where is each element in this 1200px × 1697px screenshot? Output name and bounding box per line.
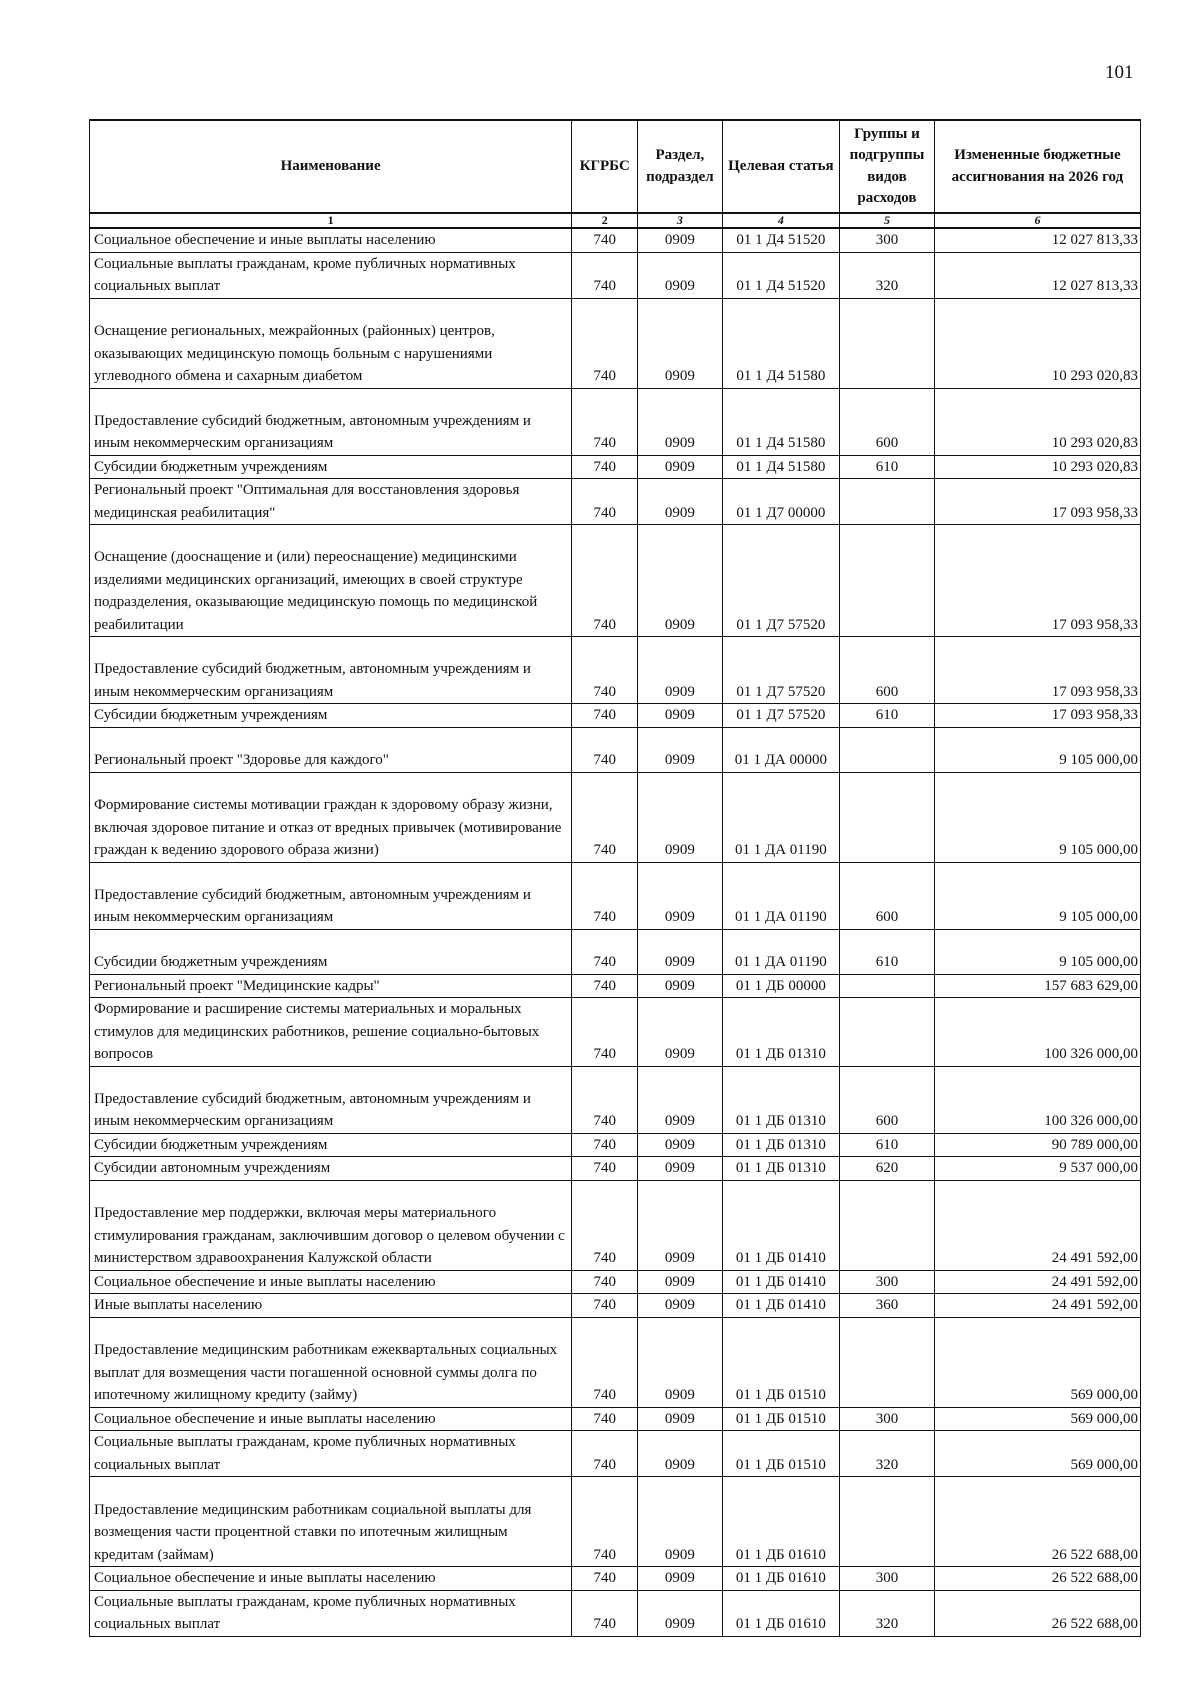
- row-section: 0909: [638, 1180, 722, 1270]
- row-group: 320: [840, 1590, 935, 1636]
- row-target: 01 1 Д4 51580: [722, 298, 839, 388]
- row-kgrbs: 740: [572, 1567, 638, 1591]
- row-name: Предоставление субсидий бюджетным, автономным учреждениям и иным некоммерческим организациям: [90, 1066, 572, 1133]
- row-section: 0909: [638, 298, 722, 388]
- row-target: 01 1 Д7 57520: [722, 525, 839, 637]
- row-name: Субсидии бюджетным учреждениям: [90, 704, 572, 728]
- header-target: Целевая статья: [722, 120, 839, 213]
- row-group: 300: [840, 228, 935, 252]
- row-kgrbs: 740: [572, 704, 638, 728]
- row-name: Социальные выплаты гражданам, кроме публичных нормативных социальных выплат: [90, 1431, 572, 1477]
- row-target: 01 1 ДБ 01410: [722, 1294, 839, 1318]
- table-row: [90, 772, 1141, 862]
- row-section: 0909: [638, 1270, 722, 1294]
- row-section: 0909: [638, 1317, 722, 1407]
- row-amount: 9 105 000,00: [934, 929, 1140, 974]
- row-kgrbs: 740: [572, 1431, 638, 1477]
- table-row: [90, 974, 1141, 998]
- row-group: 300: [840, 1407, 935, 1431]
- row-target: 01 1 ДА 01190: [722, 862, 839, 929]
- row-target: 01 1 Д7 00000: [722, 479, 839, 525]
- table-row: [90, 1407, 1141, 1431]
- table-row: [90, 479, 1141, 525]
- table-row: [90, 525, 1141, 637]
- row-section: 0909: [638, 929, 722, 974]
- row-group: 300: [840, 1567, 935, 1591]
- row-amount: 12 027 813,33: [934, 252, 1140, 298]
- row-amount: 90 789 000,00: [934, 1133, 1140, 1157]
- row-name: Социальное обеспечение и иные выплаты населению: [90, 1407, 572, 1431]
- row-target: 01 1 ДБ 01610: [722, 1567, 839, 1591]
- row-kgrbs: 740: [572, 525, 638, 637]
- table-row: [90, 455, 1141, 479]
- row-section: 0909: [638, 772, 722, 862]
- table-row: [90, 998, 1141, 1067]
- row-section: 0909: [638, 455, 722, 479]
- row-name: Социальные выплаты гражданам, кроме публичных нормативных социальных выплат: [90, 252, 572, 298]
- row-target: 01 1 ДБ 01510: [722, 1317, 839, 1407]
- row-group: [840, 1317, 935, 1407]
- table-row: [90, 1431, 1141, 1477]
- row-amount: 157 683 629,00: [934, 974, 1140, 998]
- row-name: Предоставление медицинским работникам социальной выплаты для возмещения части процентной ставки по ипотечным жилищным кредитам (займам): [90, 1477, 572, 1567]
- header-section: Раздел, подраздел: [638, 120, 722, 213]
- row-target: 01 1 Д4 51520: [722, 252, 839, 298]
- row-amount: 10 293 020,83: [934, 388, 1140, 455]
- row-target: 01 1 Д7 57520: [722, 637, 839, 704]
- row-name: Предоставление субсидий бюджетным, автономным учреждениям и иным некоммерческим организациям: [90, 862, 572, 929]
- table-row: [90, 704, 1141, 728]
- row-name: Субсидии автономным учреждениям: [90, 1157, 572, 1181]
- row-amount: 9 105 000,00: [934, 862, 1140, 929]
- row-amount: 24 491 592,00: [934, 1180, 1140, 1270]
- row-group: [840, 1477, 935, 1567]
- row-target: 01 1 ДБ 01410: [722, 1270, 839, 1294]
- row-group: 360: [840, 1294, 935, 1318]
- row-name: Предоставление мер поддержки, включая меры материального стимулирования гражданам, заключившим договор о целевом обучении с министерством здравоохранения Калужской области: [90, 1180, 572, 1270]
- row-section: 0909: [638, 1066, 722, 1133]
- column-number: 6: [934, 213, 1140, 228]
- row-name: Региональный проект "Оптимальная для восстановления здоровья медицинская реабилитация": [90, 479, 572, 525]
- table-row: [90, 1157, 1141, 1181]
- table-row: [90, 1270, 1141, 1294]
- row-name: Региональный проект "Здоровье для каждого": [90, 727, 572, 772]
- row-kgrbs: 740: [572, 998, 638, 1067]
- row-amount: 569 000,00: [934, 1317, 1140, 1407]
- row-kgrbs: 740: [572, 974, 638, 998]
- column-number: 2: [572, 213, 638, 228]
- table-row: [90, 1567, 1141, 1591]
- row-section: 0909: [638, 862, 722, 929]
- row-amount: 17 093 958,33: [934, 525, 1140, 637]
- row-group: [840, 479, 935, 525]
- row-kgrbs: 740: [572, 252, 638, 298]
- row-amount: 17 093 958,33: [934, 479, 1140, 525]
- row-target: 01 1 ДА 00000: [722, 727, 839, 772]
- row-name: Формирование системы мотивации граждан к здоровому образу жизни, включая здоровое питание и отказ от вредных привычек (мотивирование граждан к ведению здорового образа жизни): [90, 772, 572, 862]
- row-kgrbs: 740: [572, 862, 638, 929]
- row-group: 600: [840, 862, 935, 929]
- row-target: 01 1 ДБ 01510: [722, 1431, 839, 1477]
- row-name: Субсидии бюджетным учреждениям: [90, 1133, 572, 1157]
- row-name: Оснащение (дооснащение и (или) переоснащение) медицинскими изделиями медицинских организаций, имеющих в своей структуре подразделения, оказывающие медицинскую помощь по медицинской реабилитации: [90, 525, 572, 637]
- row-name: Субсидии бюджетным учреждениям: [90, 455, 572, 479]
- row-amount: 10 293 020,83: [934, 298, 1140, 388]
- row-kgrbs: 740: [572, 1180, 638, 1270]
- row-group: [840, 772, 935, 862]
- row-amount: 100 326 000,00: [934, 998, 1140, 1067]
- row-name: Формирование и расширение системы материальных и моральных стимулов для медицинских работников, решение социально-бытовых вопросов: [90, 998, 572, 1067]
- table-row: [90, 1590, 1141, 1636]
- header-amount: Измененные бюджетные ассигнования на 2026 год: [934, 120, 1140, 213]
- row-group: 620: [840, 1157, 935, 1181]
- row-amount: 9 105 000,00: [934, 772, 1140, 862]
- row-amount: 26 522 688,00: [934, 1590, 1140, 1636]
- row-section: 0909: [638, 998, 722, 1067]
- row-kgrbs: 740: [572, 479, 638, 525]
- row-section: 0909: [638, 1590, 722, 1636]
- row-section: 0909: [638, 727, 722, 772]
- row-kgrbs: 740: [572, 772, 638, 862]
- row-group: 610: [840, 1133, 935, 1157]
- row-section: 0909: [638, 1477, 722, 1567]
- table-row: [90, 388, 1141, 455]
- row-target: 01 1 Д4 51580: [722, 388, 839, 455]
- table-row: [90, 228, 1141, 252]
- row-amount: 17 093 958,33: [934, 704, 1140, 728]
- row-name: Предоставление субсидий бюджетным, автономным учреждениям и иным некоммерческим организациям: [90, 388, 572, 455]
- row-group: 600: [840, 388, 935, 455]
- row-amount: 12 027 813,33: [934, 228, 1140, 252]
- page-number: 101: [1105, 62, 1134, 83]
- row-kgrbs: 740: [572, 637, 638, 704]
- column-number: 5: [840, 213, 935, 228]
- row-target: 01 1 ДБ 01610: [722, 1590, 839, 1636]
- table-row: [90, 1133, 1141, 1157]
- row-name: Социальное обеспечение и иные выплаты населению: [90, 1567, 572, 1591]
- row-section: 0909: [638, 1567, 722, 1591]
- row-section: 0909: [638, 252, 722, 298]
- row-amount: 100 326 000,00: [934, 1066, 1140, 1133]
- row-section: 0909: [638, 704, 722, 728]
- row-name: Социальное обеспечение и иные выплаты населению: [90, 1270, 572, 1294]
- row-kgrbs: 740: [572, 1133, 638, 1157]
- row-amount: 17 093 958,33: [934, 637, 1140, 704]
- row-amount: 9 105 000,00: [934, 727, 1140, 772]
- row-kgrbs: 740: [572, 929, 638, 974]
- row-name: Субсидии бюджетным учреждениям: [90, 929, 572, 974]
- row-name: Социальное обеспечение и иные выплаты населению: [90, 228, 572, 252]
- row-kgrbs: 740: [572, 298, 638, 388]
- header-groups: Группы и подгруппы видов расходов: [840, 120, 935, 213]
- row-group: 320: [840, 1431, 935, 1477]
- row-kgrbs: 740: [572, 1477, 638, 1567]
- table-row: [90, 727, 1141, 772]
- table-row: [90, 1294, 1141, 1318]
- row-amount: 9 537 000,00: [934, 1157, 1140, 1181]
- row-name: Иные выплаты населению: [90, 1294, 572, 1318]
- row-amount: 569 000,00: [934, 1431, 1140, 1477]
- table-row: [90, 929, 1141, 974]
- row-target: 01 1 ДБ 01410: [722, 1180, 839, 1270]
- row-section: 0909: [638, 1157, 722, 1181]
- row-group: 610: [840, 704, 935, 728]
- row-name: Предоставление субсидий бюджетным, автономным учреждениям и иным некоммерческим организациям: [90, 637, 572, 704]
- row-group: [840, 1180, 935, 1270]
- row-group: 300: [840, 1270, 935, 1294]
- row-section: 0909: [638, 388, 722, 455]
- row-section: 0909: [638, 1133, 722, 1157]
- table-row: [90, 1317, 1141, 1407]
- row-section: 0909: [638, 1407, 722, 1431]
- row-group: 600: [840, 1066, 935, 1133]
- row-name: Социальные выплаты гражданам, кроме публичных нормативных социальных выплат: [90, 1590, 572, 1636]
- row-kgrbs: 740: [572, 228, 638, 252]
- row-kgrbs: 740: [572, 727, 638, 772]
- row-kgrbs: 740: [572, 1270, 638, 1294]
- row-target: 01 1 Д4 51520: [722, 228, 839, 252]
- row-section: 0909: [638, 479, 722, 525]
- row-kgrbs: 740: [572, 1066, 638, 1133]
- row-group: 600: [840, 637, 935, 704]
- row-kgrbs: 740: [572, 1294, 638, 1318]
- row-kgrbs: 740: [572, 1157, 638, 1181]
- row-name: Предоставление медицинским работникам ежеквартальных социальных выплат для возмещения части погашенной основной суммы долга по ипотечному жилищному кредиту (займу): [90, 1317, 572, 1407]
- row-section: 0909: [638, 974, 722, 998]
- row-target: 01 1 ДА 01190: [722, 772, 839, 862]
- row-kgrbs: 740: [572, 1590, 638, 1636]
- budget-table: [89, 119, 1141, 1637]
- row-group: [840, 525, 935, 637]
- row-group: 320: [840, 252, 935, 298]
- row-group: 610: [840, 455, 935, 479]
- table-row: [90, 637, 1141, 704]
- row-amount: 24 491 592,00: [934, 1270, 1140, 1294]
- row-group: [840, 298, 935, 388]
- row-section: 0909: [638, 637, 722, 704]
- row-group: 610: [840, 929, 935, 974]
- row-name: Региональный проект "Медицинские кадры": [90, 974, 572, 998]
- row-name: Оснащение региональных, межрайонных (районных) центров, оказывающих медицинскую помощь больным с нарушениями углеводного обмена и сахарным диабетом: [90, 298, 572, 388]
- row-target: 01 1 Д4 51580: [722, 455, 839, 479]
- row-target: 01 1 Д7 57520: [722, 704, 839, 728]
- row-target: 01 1 ДБ 01510: [722, 1407, 839, 1431]
- header-kgrbs: КГРБС: [572, 120, 638, 213]
- row-target: 01 1 ДБ 00000: [722, 974, 839, 998]
- row-target: 01 1 ДБ 01610: [722, 1477, 839, 1567]
- row-section: 0909: [638, 1294, 722, 1318]
- row-amount: 569 000,00: [934, 1407, 1140, 1431]
- row-amount: 26 522 688,00: [934, 1477, 1140, 1567]
- row-target: 01 1 ДБ 01310: [722, 1066, 839, 1133]
- row-target: 01 1 ДА 01190: [722, 929, 839, 974]
- row-amount: 10 293 020,83: [934, 455, 1140, 479]
- row-kgrbs: 740: [572, 1317, 638, 1407]
- row-section: 0909: [638, 525, 722, 637]
- table-row: [90, 1477, 1141, 1567]
- row-section: 0909: [638, 1431, 722, 1477]
- row-target: 01 1 ДБ 01310: [722, 998, 839, 1067]
- column-number: 1: [90, 213, 572, 228]
- column-number: 3: [638, 213, 722, 228]
- table-row: [90, 1066, 1141, 1133]
- column-number: 4: [722, 213, 839, 228]
- row-amount: 26 522 688,00: [934, 1567, 1140, 1591]
- row-target: 01 1 ДБ 01310: [722, 1157, 839, 1181]
- header-name: Наименование: [90, 120, 572, 213]
- row-kgrbs: 740: [572, 1407, 638, 1431]
- row-group: [840, 727, 935, 772]
- row-target: 01 1 ДБ 01310: [722, 1133, 839, 1157]
- row-kgrbs: 740: [572, 388, 638, 455]
- table-row: [90, 252, 1141, 298]
- row-amount: 24 491 592,00: [934, 1294, 1140, 1318]
- table-row: [90, 298, 1141, 388]
- row-section: 0909: [638, 228, 722, 252]
- row-group: [840, 974, 935, 998]
- table-row: [90, 1180, 1141, 1270]
- row-kgrbs: 740: [572, 455, 638, 479]
- table-row: [90, 862, 1141, 929]
- row-group: [840, 998, 935, 1067]
